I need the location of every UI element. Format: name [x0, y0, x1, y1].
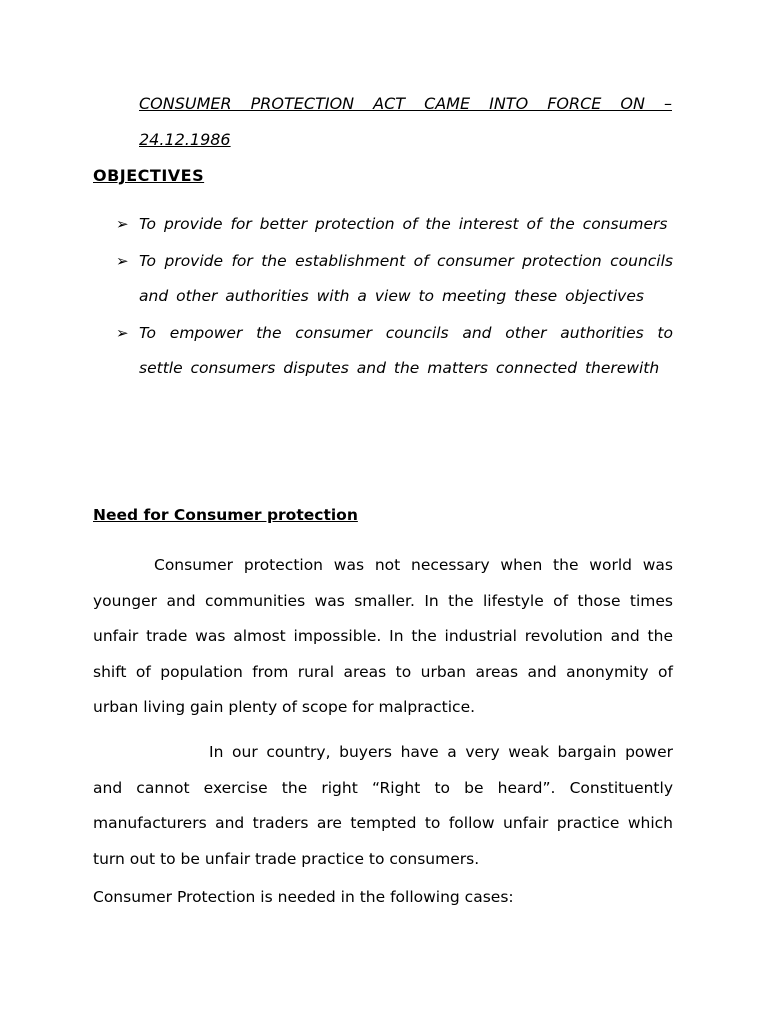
title-line-1: CONSUMER PROTECTION ACT CAME INTO FORCE ON – — [139, 94, 672, 113]
arrow-bullet-icon: ➢ — [116, 251, 129, 270]
objective-text: To provide for better protection of the interest of the consumers — [139, 215, 668, 233]
title-date: 24.12.1986 — [139, 130, 231, 149]
objective-text: To empower the consumer councils and other authorities to settle consumers disputes and the matters connected therewith — [139, 323, 673, 377]
objective-item-2 — [93, 244, 673, 315]
paragraph-2: In our country, buyers have a very weak bargain power and cannot exercise the right “Right to be heard”. Constituently manufacturers and traders are tempted to follow unfair practice which turn out to be unfair trade practice to consumers. — [93, 743, 673, 868]
objectives-heading: OBJECTIVES — [93, 166, 205, 185]
paragraph-1: Consumer protection was not necessary when the world was younger and communities was smaller. In the lifestyle of those times unfair trade was almost impossible. In the industrial revolution and the shift of population from rural areas to urban areas and anonymity of urban living gain plenty of scope for malpractice. — [93, 556, 673, 716]
need-heading: Need for Consumer protection — [93, 506, 358, 524]
objectives-list — [93, 207, 673, 388]
document-title — [139, 86, 672, 158]
arrow-bullet-icon: ➢ — [116, 215, 129, 233]
objective-item-3 — [93, 316, 673, 387]
objective-text: To provide for the establishment of consumer protection councils and other authorities with a view to meeting these objectives — [139, 251, 673, 305]
objective-item-1 — [93, 207, 673, 243]
cases-intro-line: Consumer Protection is needed in the following cases: — [93, 888, 514, 906]
arrow-bullet-icon: ➢ — [116, 323, 129, 342]
